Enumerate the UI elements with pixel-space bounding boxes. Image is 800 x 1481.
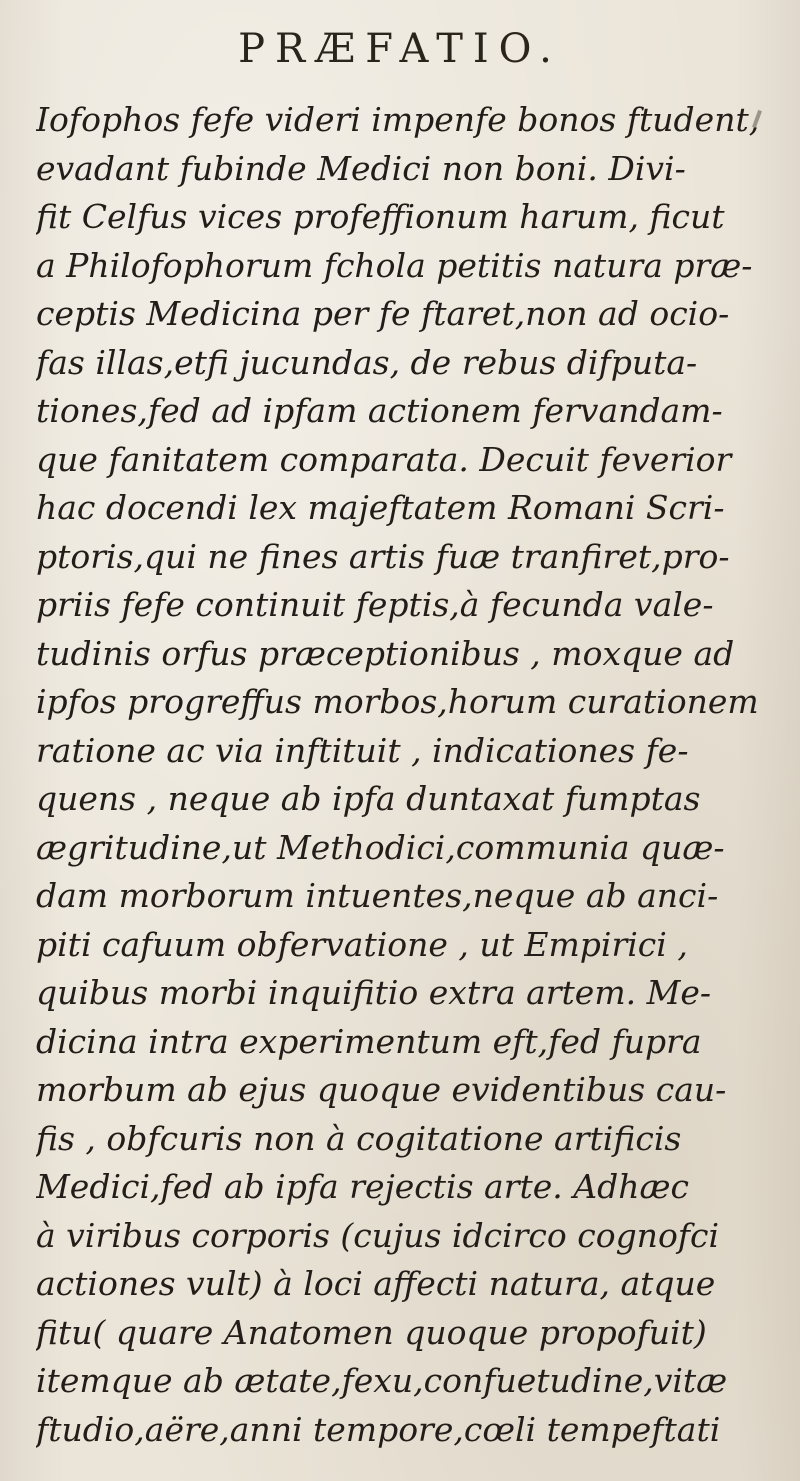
- text-line: ptoris,qui ne fines artis fuæ tranfiret,pro-: [36, 536, 730, 576]
- text-line: Medici,fed ab ipfa rejectis arte. Adhæc: [36, 1167, 689, 1206]
- text-line: ratione ac via inftituit , indicationes fe-: [36, 730, 689, 770]
- text-line: Iofophos fefe videri impenfe bonos ftudent,: [36, 100, 760, 139]
- text-line: priis fefe continuit feptis,à fecunda vale-: [36, 585, 714, 624]
- text-line: quibus morbi inquifitio extra artem. Me-: [36, 973, 712, 1012]
- body-text: [36, 96, 781, 1454]
- text-line: fis , obfcuris non à cogitatione artificis: [36, 1118, 682, 1158]
- text-line: ipfos progreffus morbos,horum curationem: [36, 682, 759, 721]
- page-heading: PRÆFATIO.: [238, 26, 562, 72]
- text-line: quens , neque ab ipfa duntaxat fumptas: [36, 779, 701, 818]
- text-line: à viribus corporis (cujus idcirco cognofci: [36, 1215, 720, 1255]
- text-line: tudinis orfus præceptionibus , moxque ad: [36, 633, 735, 673]
- text-line: fit Celfus vices profeffionum harum, ficut: [36, 197, 725, 236]
- text-line: ægritudine,ut Methodici,communia quæ-: [36, 827, 725, 867]
- text-line: morbum ab ejus quoque evidentibus cau-: [36, 1070, 727, 1109]
- text-line: evadant fubinde Medici non boni. Divi-: [36, 148, 686, 188]
- text-line: tiones,fed ad ipfam actionem fervandam-: [36, 391, 723, 430]
- text-line: dicina intra experimentum eft,fed fupra: [36, 1021, 702, 1061]
- text-line: itemque ab ætate,fexu,confuetudine,vitæ: [36, 1361, 728, 1400]
- text-line: dam morborum intuentes,neque ab anci-: [36, 876, 719, 915]
- text-line: a Philofophorum fchola petitis natura præ-: [36, 245, 753, 285]
- text-line: fitu( quare Anatomen quoque propofuit): [36, 1312, 707, 1352]
- text-line: fas illas,etfi jucundas, de rebus difputa-: [36, 342, 698, 382]
- text-line: ceptis Medicina per fe ftaret,non ad ocio-: [36, 294, 730, 333]
- text-line: actiones vult) à loci affecti natura, atque: [36, 1264, 716, 1303]
- text-line: hac docendi lex majeftatem Romani Scri-: [36, 488, 725, 527]
- text-line: piti cafuum obfervatione , ut Empirici ,: [36, 924, 688, 964]
- text-line: ftudio,aëre,anni tempore,cœli tempeftati: [36, 1409, 721, 1449]
- text-line: que fanitatem comparata. Decuit feverior: [36, 439, 732, 479]
